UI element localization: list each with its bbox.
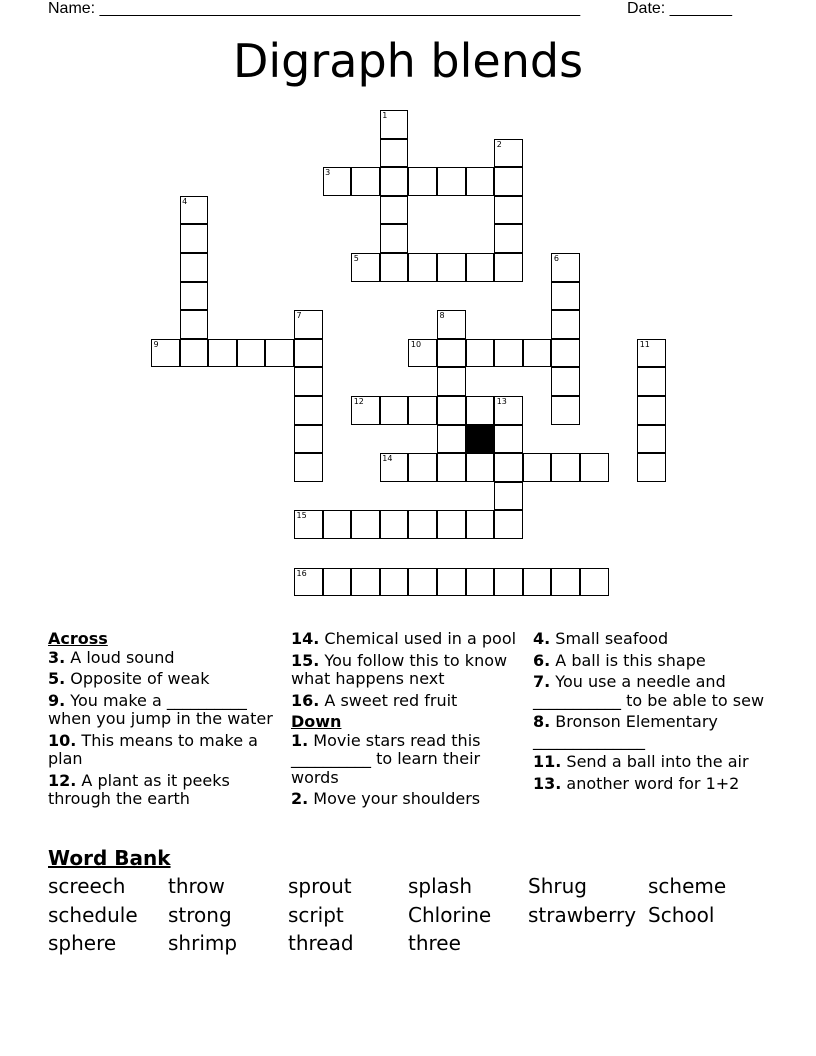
crossword-cell[interactable] [551, 253, 580, 282]
crossword-cell[interactable] [237, 339, 266, 368]
crossword-cell[interactable] [408, 510, 437, 539]
crossword-cell[interactable] [551, 367, 580, 396]
crossword-cell[interactable] [437, 396, 466, 425]
word-bank-word: schedule [48, 902, 138, 927]
crossword-cell[interactable] [523, 568, 552, 597]
crossword-cell[interactable] [466, 339, 495, 368]
crossword-cell[interactable] [380, 224, 409, 253]
crossword-cell[interactable] [523, 453, 552, 482]
clue-text: another word for 1+2 [561, 773, 740, 793]
crossword-cell[interactable] [437, 310, 466, 339]
crossword-cell[interactable] [494, 253, 523, 282]
crossword-cell[interactable] [294, 339, 323, 368]
clue-number: 12. [48, 770, 77, 790]
clue-number: 1. [291, 730, 309, 750]
crossword-cell[interactable] [466, 510, 495, 539]
crossword-cell[interactable] [294, 367, 323, 396]
across-heading: Across [48, 629, 108, 648]
word-bank-word: Chlorine [408, 902, 492, 927]
crossword-cell[interactable] [351, 167, 380, 196]
clue-number: 5. [48, 669, 66, 688]
crossword-cell[interactable] [408, 568, 437, 597]
crossword-cell[interactable] [466, 568, 495, 597]
clue-column-1 [48, 630, 284, 812]
crossword-cell[interactable] [494, 568, 523, 597]
word-bank-word: shrimp [168, 931, 238, 955]
word-bank-word: scheme [648, 874, 727, 898]
crossword-cell[interactable] [294, 310, 323, 339]
clue-number: 13. [533, 773, 562, 793]
down-clue-list-continued [533, 630, 769, 793]
crossword-cell[interactable] [380, 167, 409, 196]
crossword-cell[interactable] [494, 167, 523, 196]
crossword-cell[interactable] [437, 510, 466, 539]
clue-column-3 [533, 630, 769, 796]
crossword-cell[interactable] [523, 339, 552, 368]
crossword-cell[interactable] [294, 425, 323, 454]
crossword-cell[interactable] [380, 139, 409, 168]
clue-item [533, 630, 769, 649]
crossword-cell[interactable] [466, 396, 495, 425]
clue-number-label: 8 [439, 311, 445, 321]
name-field-label: Name: ______________________________________________________ [48, 0, 581, 17]
crossword-cell[interactable] [637, 453, 666, 482]
crossword-cell[interactable] [437, 339, 466, 368]
clue-number-label: 1 [382, 111, 388, 120]
clue-item [48, 670, 284, 689]
clue-number: 6. [533, 650, 551, 670]
clue-item [291, 790, 517, 809]
clue-number: 4. [533, 629, 551, 648]
clue-number-label: 12 [353, 397, 364, 406]
crossword-cell[interactable] [466, 253, 495, 282]
crossword-cell[interactable] [494, 482, 523, 511]
clue-number-label: 13 [496, 397, 507, 406]
crossword-cell[interactable] [551, 339, 580, 368]
crossword-cell[interactable] [637, 339, 666, 368]
crossword-cell[interactable] [637, 396, 666, 425]
crossword-cell[interactable] [180, 282, 209, 311]
crossword-cell[interactable] [494, 339, 523, 368]
crossword-cell[interactable] [494, 510, 523, 539]
crossword-cell[interactable] [408, 453, 437, 482]
crossword-cell[interactable] [437, 425, 466, 454]
clue-item [291, 732, 517, 788]
crossword-cell[interactable] [323, 167, 352, 196]
clue-number-label: 15 [296, 511, 307, 521]
crossword-cell[interactable] [351, 396, 380, 425]
clue-text: Movie stars read this __________ to learn their words [291, 730, 481, 787]
clue-number: 10. [48, 730, 77, 750]
crossword-cell[interactable] [380, 110, 409, 139]
word-bank-word: screech [48, 874, 126, 898]
clue-item [48, 649, 284, 668]
clue-text: Opposite of weak [65, 669, 210, 688]
crossword-cell[interactable] [437, 167, 466, 196]
clue-item [533, 652, 769, 671]
crossword-cell[interactable] [294, 568, 323, 597]
crossword-cell[interactable] [437, 568, 466, 597]
crossword-cell[interactable] [637, 367, 666, 396]
clue-item [48, 692, 284, 729]
clue-text: A loud sound [65, 647, 175, 667]
crossword-cell[interactable] [494, 139, 523, 168]
clue-text: A ball is this shape [550, 650, 706, 670]
clue-item [533, 775, 769, 794]
crossword-cell[interactable] [408, 339, 437, 368]
word-bank-title: Word Bank [48, 846, 171, 870]
clue-text: Send a ball into the air [561, 752, 749, 771]
crossword-cell[interactable] [265, 339, 294, 368]
clue-number: 14. [291, 629, 320, 648]
crossword-cell[interactable] [551, 396, 580, 425]
crossword-cell[interactable] [294, 396, 323, 425]
clue-text: This means to make a plan [48, 730, 258, 768]
date-field-label: Date: _______ [627, 0, 732, 17]
across-clue-list [48, 649, 284, 809]
clue-number: 11. [533, 752, 562, 771]
clue-text: You use a needle and ___________ to be able to sew [533, 672, 765, 710]
crossword-cell[interactable] [380, 196, 409, 225]
clue-number-label: 6 [553, 254, 559, 263]
clue-item [533, 713, 769, 750]
crossword-cell[interactable] [580, 568, 609, 597]
crossword-cell[interactable] [294, 510, 323, 539]
crossword-cell[interactable] [437, 253, 466, 282]
crossword-cell[interactable] [180, 253, 209, 282]
clue-number-label: 11 [639, 339, 650, 349]
word-bank-word: three [408, 931, 461, 955]
blocked-cell [466, 425, 495, 454]
clue-number: 2. [291, 789, 309, 808]
crossword-cell[interactable] [351, 253, 380, 282]
clue-text: A sweet red fruit [319, 690, 458, 710]
crossword-cell[interactable] [408, 167, 437, 196]
word-bank-word: throw [168, 874, 225, 898]
word-bank-word: sphere [48, 931, 117, 955]
crossword-cell[interactable] [494, 453, 523, 482]
clue-text: You follow this to know what happens next [291, 650, 508, 688]
page-title: Digraph blends [232, 34, 584, 88]
crossword-cell[interactable] [551, 310, 580, 339]
crossword-cell[interactable] [466, 167, 495, 196]
crossword-cell[interactable] [408, 253, 437, 282]
clue-item [291, 652, 517, 689]
crossword-cell[interactable] [323, 568, 352, 597]
crossword-cell[interactable] [551, 282, 580, 311]
crossword-cell[interactable] [408, 396, 437, 425]
crossword-cell[interactable] [180, 310, 209, 339]
clue-number: 16. [291, 690, 320, 710]
word-bank-word: thread [288, 931, 354, 955]
clue-number: 15. [291, 650, 320, 670]
clue-item [533, 673, 769, 710]
crossword-cell[interactable] [551, 568, 580, 597]
clue-number: 7. [533, 672, 551, 691]
clue-item [533, 753, 769, 772]
clue-number: 8. [533, 712, 551, 731]
clue-number-label: 14 [382, 454, 393, 464]
crossword-cell[interactable] [180, 224, 209, 253]
clue-text: Small seafood [550, 629, 669, 648]
clue-number-label: 10 [410, 339, 422, 349]
word-bank-word: School [648, 902, 715, 927]
down-heading: Down [291, 712, 342, 731]
across-clue-list-continued [291, 630, 517, 710]
clue-item [291, 630, 517, 649]
clue-column-2 [291, 630, 517, 812]
crossword-cell[interactable] [323, 510, 352, 539]
crossword-cell[interactable] [180, 339, 209, 368]
crossword-cell[interactable] [380, 453, 409, 482]
crossword-cell[interactable] [494, 196, 523, 225]
clue-text: Move your shoulders [308, 789, 481, 808]
crossword-cell[interactable] [437, 367, 466, 396]
word-bank-word: sprout [288, 874, 352, 898]
clue-number-label: 7 [296, 311, 302, 321]
crossword-cell[interactable] [351, 510, 380, 539]
crossword-cell[interactable] [294, 453, 323, 482]
crossword-cell[interactable] [380, 568, 409, 597]
crossword-cell[interactable] [351, 568, 380, 597]
clue-item [48, 772, 284, 809]
clue-text: Bronson Elementary ______________ [533, 712, 718, 750]
crossword-cell[interactable] [580, 453, 609, 482]
clue-number-label: 16 [296, 568, 307, 578]
clue-item [48, 732, 284, 769]
crossword-cell[interactable] [380, 396, 409, 425]
word-bank-word: strawberry [528, 902, 637, 927]
word-bank-word: strong [168, 902, 232, 927]
crossword-cell[interactable] [437, 453, 466, 482]
clue-number-label: 5 [353, 254, 359, 263]
crossword-cell[interactable] [180, 196, 209, 225]
clue-number: 3. [48, 647, 66, 667]
clue-number-label: 2 [496, 139, 502, 149]
clue-number-label: 3 [325, 168, 331, 178]
crossword-cell[interactable] [208, 339, 237, 368]
crossword-cell[interactable] [551, 453, 580, 482]
crossword-cell[interactable] [494, 224, 523, 253]
crossword-cell[interactable] [637, 425, 666, 454]
clue-item [291, 692, 517, 711]
clue-number: 9. [48, 690, 66, 710]
clue-text: You make a __________ when you jump in the water [48, 690, 273, 728]
word-bank-word: Shrug [528, 874, 587, 898]
crossword-cell[interactable] [466, 453, 495, 482]
crossword-cell[interactable] [494, 425, 523, 454]
crossword-cell[interactable] [380, 510, 409, 539]
crossword-cell[interactable] [494, 396, 523, 425]
crossword-cell[interactable] [380, 253, 409, 282]
clue-text: A plant as it peeks through the earth [48, 770, 230, 808]
word-bank-word: script [288, 902, 344, 927]
clue-text: Chemical used in a pool [319, 629, 517, 648]
clue-number-label: 9 [153, 339, 159, 349]
clue-number-label: 4 [182, 196, 188, 206]
word-bank-word: splash [408, 874, 473, 898]
crossword-cell[interactable] [151, 339, 180, 368]
down-clue-list [291, 732, 517, 809]
